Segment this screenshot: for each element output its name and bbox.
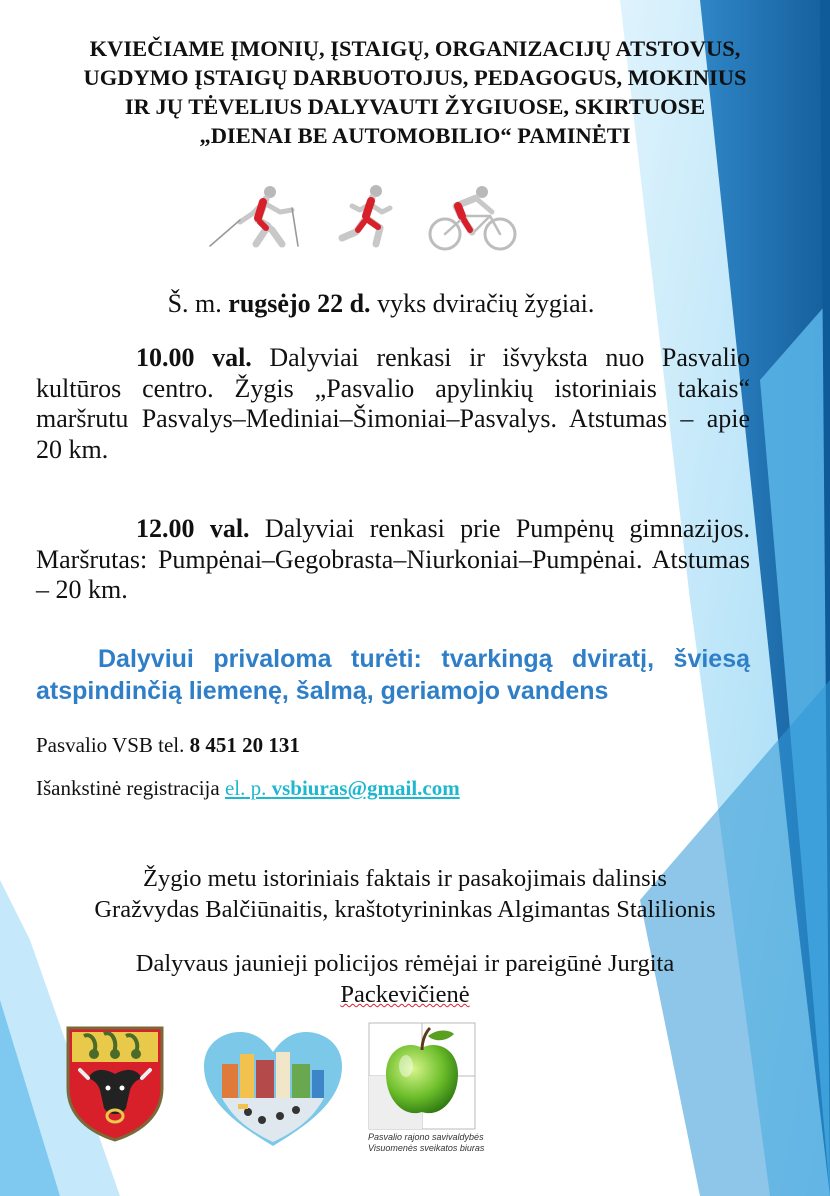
facts-line: Žygio metu istoriniais faktais ir pasakojimais dalinsis (143, 865, 667, 892)
event-date: rugsėjo 22 d. (228, 289, 371, 318)
activity-icons (200, 182, 530, 252)
runner-icon (342, 185, 390, 244)
coat-of-arms-logo (64, 1024, 166, 1142)
green-apple-logo (368, 1022, 476, 1130)
title-line: IR JŲ TĖVELIUS DALYVAUTI ŽYGIUOSE, SKIRTUOSE (124, 94, 706, 119)
police-paragraph (20, 948, 790, 1010)
logo-caption-line: Visuomenės sveikatos biuras (368, 1143, 485, 1153)
email-link[interactable] (225, 776, 460, 800)
police-officer-surname: Packevičienė (340, 981, 470, 1008)
email-link-prefix: el. p. (224, 776, 272, 800)
phone-line (36, 732, 300, 758)
cyclist-icon (430, 186, 515, 249)
phone-label: Pasvalio VSB tel. (36, 733, 190, 757)
tour2-time: 12.00 val. (136, 514, 250, 543)
email-address: vsbiuras@gmail.com (271, 776, 460, 800)
facts-paragraph (20, 863, 790, 925)
facts-line: Gražvydas Balčiūnaitis, kraštotyrininkas Algimantas Stalilionis (94, 896, 716, 923)
logo-caption (368, 1132, 518, 1154)
tour2-paragraph (36, 514, 750, 606)
tour1-paragraph (36, 343, 750, 465)
logo-caption-line: Pasvalio rajono savivaldybės (368, 1132, 484, 1142)
title-line: „DIENAI BE AUTOMOBILIO“ PAMINĖTI (199, 123, 631, 148)
intro-prefix: Š. m. (167, 289, 229, 318)
page-title (30, 34, 800, 150)
intro-suffix: vyks dviračių žygiai. (370, 289, 595, 318)
tour1-time: 10.00 val. (136, 343, 252, 372)
nordic-walker-icon (210, 186, 298, 246)
tour1-text: Dalyviai renkasi ir išvyksta nuo Pasvalio kultūros centro. Žygis „Pasvalio apylinkių istoriniais takais“ maršrutu Pasvalys–Mediniai–Šimoniai–Pasvalys. Atstumas – apie 20 km. (36, 343, 750, 464)
police-line: Dalyvaus jaunieji policijos rėmėjai ir pareigūnė Jurgita (135, 950, 675, 977)
title-line: UGDYMO ĮSTAIGŲ DARBUOTOJUS, PEDAGOGUS, MOKINIUS (83, 65, 747, 90)
title-line: KVIEČIAME ĮMONIŲ, ĮSTAIGŲ, ORGANIZACIJŲ ATSTOVUS, (89, 36, 741, 61)
registration-line (36, 775, 460, 801)
phone-number: 8 451 20 131 (189, 733, 300, 757)
city-heart-logo (200, 1030, 346, 1148)
requirement-text: Dalyviui privaloma turėti: tvarkingą dviratį, šviesą atspindinčią liemenę, šalmą, geriamojo vandens (36, 645, 750, 705)
tour2-text: Dalyviai renkasi prie Pumpėnų gimnazijos. Maršrutas: Pumpėnai–Gegobrasta–Niurkoniai–Pumpėnai. Atstumas – 20 km. (36, 514, 750, 604)
intro-paragraph (24, 289, 738, 320)
registration-label: Išankstinė registracija (36, 776, 225, 800)
